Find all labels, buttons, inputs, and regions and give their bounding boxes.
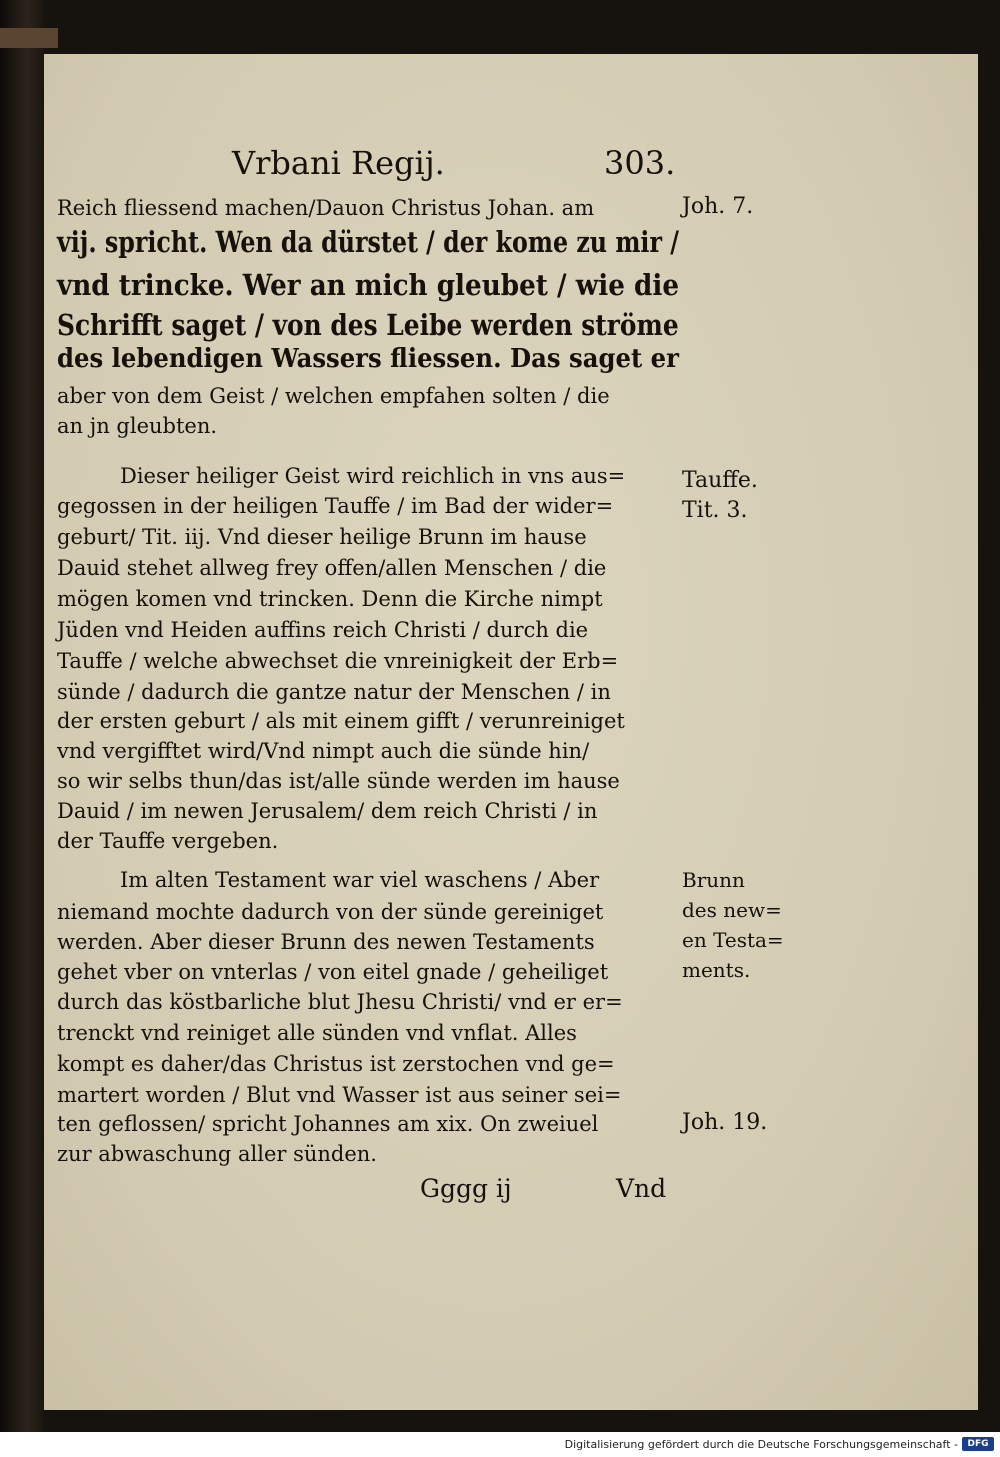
text-line: der ersten geburt / als mit einem gifft / verunreiniget <box>57 709 625 733</box>
text-line: aber von dem Geist / welchen empfahen solten / die <box>57 384 610 408</box>
dfg-logo-icon: DFG <box>962 1437 994 1451</box>
text-line: durch das köstbarliche blut Jhesu Christi/ vnd er er= <box>57 990 623 1014</box>
text-line: vnd trincke. Wer an mich gleubet / wie die <box>57 268 680 302</box>
text-line: vnd vergifftet wird/Vnd nimpt auch die sünde hin/ <box>57 739 590 763</box>
page-number: 303. <box>604 144 676 182</box>
text-line: kompt es daher/das Christus ist zerstochen vnd ge= <box>57 1052 615 1076</box>
margin-note: Tit. 3. <box>682 498 748 523</box>
margin-note: Joh. 7. <box>682 194 754 219</box>
credit-text: Digitalisierung gefördert durch die Deutsche Forschungsgemeinschaft - <box>564 1438 958 1451</box>
text-line: niemand mochte dadurch von der sünde gereiniget <box>57 900 604 924</box>
text-line: Tauffe / welche abwechset die vnreinigkeit der Erb= <box>57 649 619 673</box>
margin-note: Joh. 19. <box>682 1110 768 1135</box>
text-line: martert worden / Blut vnd Wasser ist aus seiner sei= <box>57 1083 622 1107</box>
text-line: vij. spricht. Wen da dürstet / der kome zu mir / <box>57 225 679 259</box>
signature-mark: Gggg ij <box>420 1174 512 1203</box>
catchword: Vnd <box>616 1174 667 1203</box>
text-line: Dauid / im newen Jerusalem/ dem reich Christi / in <box>57 799 598 823</box>
running-title: Vrbani Regij. <box>232 144 445 182</box>
text-line: sünde / dadurch die gantze natur der Menschen / in <box>57 680 611 704</box>
text-line: ten geflossen/ spricht Johannes am xix. On zweiuel <box>57 1112 599 1136</box>
text-line: gegossen in der heiligen Tauffe / im Bad der wider= <box>57 494 614 518</box>
text-line: mögen komen vnd trincken. Denn die Kirche nimpt <box>57 587 603 611</box>
text-line: zur abwaschung aller sünden. <box>57 1142 377 1166</box>
margin-note: en Testa= <box>682 928 784 952</box>
text-line: geburt/ Tit. iij. Vnd dieser heilige Brunn im hause <box>57 525 587 549</box>
binding-edge <box>0 0 44 1432</box>
text-line: Jüden vnd Heiden auffins reich Christi / durch die <box>57 618 589 642</box>
text-line: werden. Aber dieser Brunn des newen Testaments <box>57 930 595 954</box>
margin-note: Tauffe. <box>682 468 758 493</box>
text-line: Im alten Testament war viel waschens / Aber <box>120 868 600 892</box>
binding-stain <box>0 28 58 48</box>
text-line: so wir selbs thun/das ist/alle sünde werden im hause <box>57 769 620 793</box>
text-line: gehet vber on vnterlas / von eitel gnade / geheiliget <box>57 960 609 984</box>
text-line: an jn gleubten. <box>57 414 218 438</box>
credit-bar <box>0 1432 1000 1457</box>
text-line: Dieser heiliger Geist wird reichlich in vns aus= <box>120 464 626 488</box>
text-line: Reich fliessend machen/Dauon Christus Johan. am <box>57 196 595 220</box>
text-line: des lebendigen Wassers fliessen. Das saget er <box>57 344 679 374</box>
margin-note: ments. <box>682 958 751 982</box>
margin-note: Brunn <box>682 868 745 892</box>
text-line: der Tauffe vergeben. <box>57 829 279 853</box>
text-line: Schrifft saget / von des Leibe werden ströme <box>57 308 679 342</box>
text-line: trenckt vnd reiniget alle sünden vnd vnflat. Alles <box>57 1021 577 1045</box>
text-line: Dauid stehet allweg frey offen/allen Menschen / die <box>57 556 607 580</box>
margin-note: des new= <box>682 898 782 922</box>
